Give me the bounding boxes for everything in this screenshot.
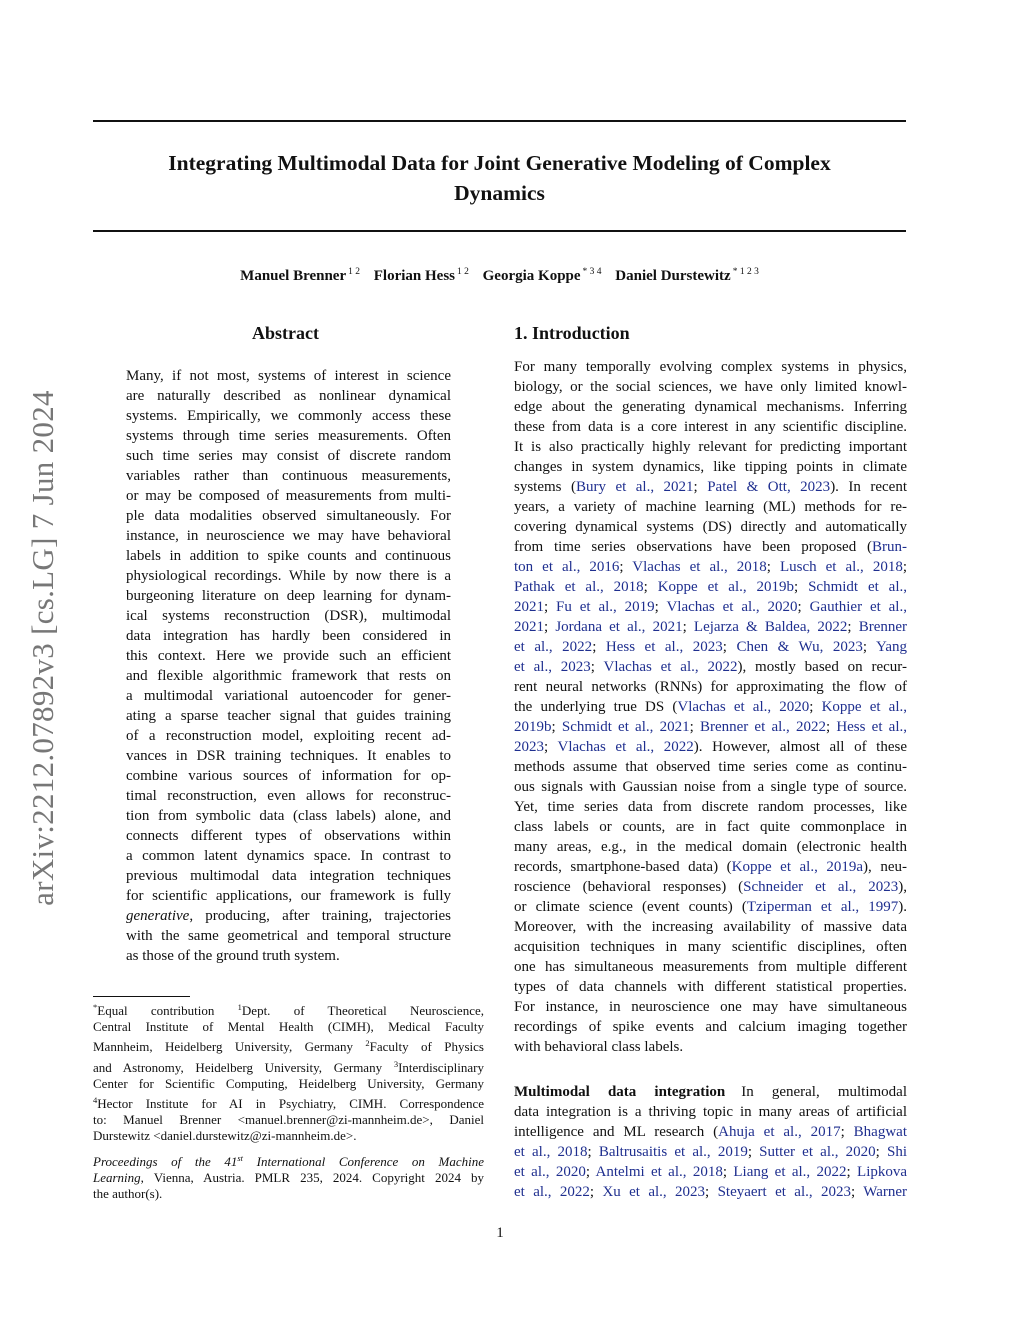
citation-link[interactable]: Vlachas et al., 2022 bbox=[603, 659, 738, 675]
citation-link[interactable]: et al., 2018 bbox=[514, 1144, 588, 1160]
citation-link[interactable]: Gauthier et al., bbox=[809, 599, 907, 615]
affiliation-footnotes: *Equal contribution $^1$Dept. of Theoretical Neuroscience, Central Institute of Mental Health (CIMH), Medical Faculty Mannheim, Heidelberg University, Germany $^2$Faculty of Physics and Astronomy, Heidelberg University, Germany $^3$Interdisciplinary Center for Scientific Computing, Heidelberg University, Germany $^4$Hector Institute for AI in Psychiatry, CIMH. Correspondence to: Manuel Brenner <manuel.brenner@zi-mannheim.de>, Daniel Durstewitz <daniel.durstewitz@zi-mannheim.de>. bbox=[93, 1002, 484, 1144]
author: Florian Hess $^{1 2}$ bbox=[373, 267, 469, 284]
citation-link[interactable]: ton et al., 2016 bbox=[514, 559, 620, 575]
citation-link[interactable]: 2023 bbox=[514, 739, 544, 755]
citation-link[interactable]: Ahuja et al., 2017 bbox=[718, 1124, 841, 1140]
arxiv-stamp: arXiv:2212.07892v3 [cs.LG] 7 Jun 2024 bbox=[25, 390, 60, 906]
citation-link[interactable]: Vlachas et al., 2020 bbox=[677, 699, 810, 715]
proceedings-note: Proceedings of the 41st International Conference on Machine Learning, Vienna, Austria. PMLR 235, 2024. Copyright 2024 by the author(s). bbox=[93, 1153, 484, 1202]
citation-link[interactable]: Tziperman et al., 1997 bbox=[746, 899, 899, 915]
citation-link[interactable]: Brenner bbox=[858, 619, 908, 635]
citation-link[interactable]: Pathak et al., 2018 bbox=[514, 579, 644, 595]
introduction-body: For many temporally evolving complex systems in physics, biology, or the social sciences, we have only limited knowl- edge about the generating dynamical mechanisms. Inferring these from data is a core interest in any scientific discipline. It is also practically highly relevant for predicting important changes in system dynamics, like tipping points in climate systems (Bury et al., 2021; Patel & Ott, 2023). In recent years, a variety of machine learning (ML) methods for re- covering dynamical systems (DS) directly and automatically from time series observations have been proposed (Brun- ton et al., 2016; Vlachas et al., 2018; Lusch et al., 2018; Pathak et al., 2018; Koppe et al., 2019b; Schmidt et al., 2021; Fu et al., 2019; Vlachas et al., 2020; Gauthier et al., 2021; Jordana et al., 2021; Lejarza & Baldea, 2022; Brenner et al., 2022; Hess et al., 2023; Chen & Wu, 2023; Yang et al., 2023; Vlachas et al., 2022), mostly based on recur- rent neural networks (RNNs) for approximating the flow of the underlying true DS (Vlachas et al., 2020; Koppe et al., 2019b; Schmidt et al., 2021; Brenner et al., 2022; Hess et al., 2023; Vlachas et al., 2022). However, almost all of these methods assume that observed time series come as continu- ous signals with Gaussian noise from a single type of source. Yet, time series data from discrete random processes, like class labels or counts, are in fact quite commonplace in many areas, e.g., in the medical domain (electronic health records, smartphone-based data) (Koppe et al., 2019a), neu- roscience (behavioral responses) (Schneider et al., 2023), or climate science (event counts) (Tziperman et al., 1997). Moreover, with the increasing availability of massive data acquisition techniques in many scientific disciplines, often one has simultaneous measurements from multiple different types of data channels with different statistical properties. For instance, in neuroscience one may have simultaneous recordings of spike events and calcium imaging together with behavioral class labels. bbox=[514, 359, 908, 1055]
citation-link[interactable]: 2021 bbox=[514, 619, 544, 635]
footnote-rule bbox=[93, 996, 190, 997]
citation-link[interactable]: Baltrusaitis et al., 2019 bbox=[598, 1144, 748, 1160]
citation-link[interactable]: et al., 2020 bbox=[514, 1164, 586, 1180]
abstract-heading: Abstract bbox=[252, 323, 319, 343]
author: Georgia Koppe $^{* 3 4}$ bbox=[482, 267, 602, 284]
citation-link[interactable]: Lusch et al., 2018 bbox=[779, 559, 903, 575]
author: Manuel Brenner $^{1 2}$ bbox=[240, 267, 360, 284]
citation-link[interactable]: Yang bbox=[876, 639, 907, 655]
title-line: Dynamics bbox=[454, 181, 545, 205]
author-list bbox=[93, 267, 906, 285]
citation-link[interactable]: Sutter et al., 2020 bbox=[759, 1144, 876, 1160]
citation-link[interactable]: Hess et al., 2023 bbox=[605, 639, 723, 655]
author: Daniel Durstewitz $^{* 1 2 3}$ bbox=[615, 267, 759, 284]
citation-link[interactable]: Lipkova bbox=[857, 1164, 908, 1180]
paper-title bbox=[93, 148, 906, 208]
citation-link[interactable]: Hess et al., bbox=[836, 719, 907, 735]
paragraph-heading: Multimodal data integration bbox=[514, 1084, 726, 1100]
citation-link[interactable]: et al., 2022 bbox=[514, 1184, 590, 1200]
title-line: Integrating Multimodal Data for Joint Generative Modeling of Complex bbox=[168, 151, 831, 175]
multimodal-paragraph: Multimodal data integration In general, multimodal data integration is a thriving topic in many areas of artificial intelligence and ML research (Ahuja et al., 2017; Bhagwat et al., 2018; Baltrusaitis et al., 2019; Sutter et al., 2020; Shi et al., 2020; Antelmi et al., 2018; Liang et al., 2022; Lipkova et al., 2022; Xu et al., 2023; Steyaert et al., 2023; Warner bbox=[514, 1084, 908, 1200]
citation-link[interactable]: Warner bbox=[863, 1184, 908, 1200]
citation-link[interactable]: 2021 bbox=[514, 599, 544, 615]
citation-link[interactable]: Vlachas et al., 2020 bbox=[666, 599, 798, 615]
citation-link[interactable]: Brun- bbox=[872, 539, 907, 555]
citation-link[interactable]: Fu et al., 2019 bbox=[556, 599, 655, 615]
citation-link[interactable]: Koppe et al., 2019a bbox=[731, 859, 864, 875]
citation-link[interactable]: Vlachas et al., 2022 bbox=[557, 739, 694, 755]
citation-link[interactable]: Schmidt et al., bbox=[808, 579, 908, 595]
title-rule-bottom bbox=[93, 230, 906, 232]
abstract-body: Many, if not most, systems of interest in science are naturally described as nonlinear dynamical systems. Empirically, we commonly access these systems through time series measurements. Often such time series may consist of discrete random variables rather than continuous measurements, or may be composed of measurements from multi- ple data modalities observed simultaneously. For instance, in neuroscience we may have behavioral labels in addition to spike counts and continuous physiological recordings. While by now there is a burgeoning literature on deep learning for dynam- ical systems reconstruction (DSR), multimodal data integration has hardly been considered in this context. Here we provide such an efficient and flexible algorithmic framework that rests on a multimodal variational autoencoder for gener- ating a sparse teacher signal that guides training of a reconstruction model, exploiting recent ad- vances in DSR training techniques. It enables to combine various sources of information for op- timal reconstruction, even allows for reconstruc- tion from symbolic data (class labels) alone, and connects different types of observations within a common latent dynamics space. In contrast to previous multimodal data integration techniques for scientific applications, our framework is fully generative, producing, after training, trajectories with the same geometrical and temporal structure as those of the ground truth system. bbox=[126, 368, 451, 964]
citation-link[interactable]: Shi bbox=[887, 1144, 908, 1160]
citation-link[interactable]: Patel & Ott, 2023 bbox=[707, 479, 831, 495]
citation-link[interactable]: Steyaert et al., 2023 bbox=[717, 1184, 851, 1200]
citation-link[interactable]: Koppe et al., 2019b bbox=[657, 579, 795, 595]
citation-link[interactable]: Schneider et al., 2023 bbox=[743, 879, 899, 895]
citation-link[interactable]: Bury et al., 2021 bbox=[575, 479, 694, 495]
citation-link[interactable]: Liang et al., 2022 bbox=[733, 1164, 847, 1180]
citation-link[interactable]: 2019b bbox=[514, 719, 552, 735]
page-number: 1 bbox=[496, 1225, 504, 1241]
citation-link[interactable]: Bhagwat bbox=[853, 1124, 907, 1140]
citation-link[interactable]: Brenner et al., 2022 bbox=[699, 719, 826, 735]
citation-link[interactable]: Vlachas et al., 2018 bbox=[632, 559, 767, 575]
citation-link[interactable]: Antelmi et al., 2018 bbox=[595, 1164, 723, 1180]
citation-link[interactable]: Chen & Wu, 2023 bbox=[736, 639, 863, 655]
citation-link[interactable]: Jordana et al., 2021 bbox=[555, 619, 683, 635]
citation-link[interactable]: Xu et al., 2023 bbox=[602, 1184, 706, 1200]
citation-link[interactable]: et al., 2022 bbox=[514, 639, 593, 655]
citation-link[interactable]: Schmidt et al., 2021 bbox=[561, 719, 690, 735]
citation-link[interactable]: Koppe et al., bbox=[821, 699, 907, 715]
introduction-heading: 1. Introduction bbox=[514, 323, 630, 343]
citation-link[interactable]: et al., 2023 bbox=[514, 659, 591, 675]
citation-link[interactable]: Lejarza & Baldea, 2022 bbox=[693, 619, 848, 635]
title-rule-top bbox=[93, 120, 906, 122]
